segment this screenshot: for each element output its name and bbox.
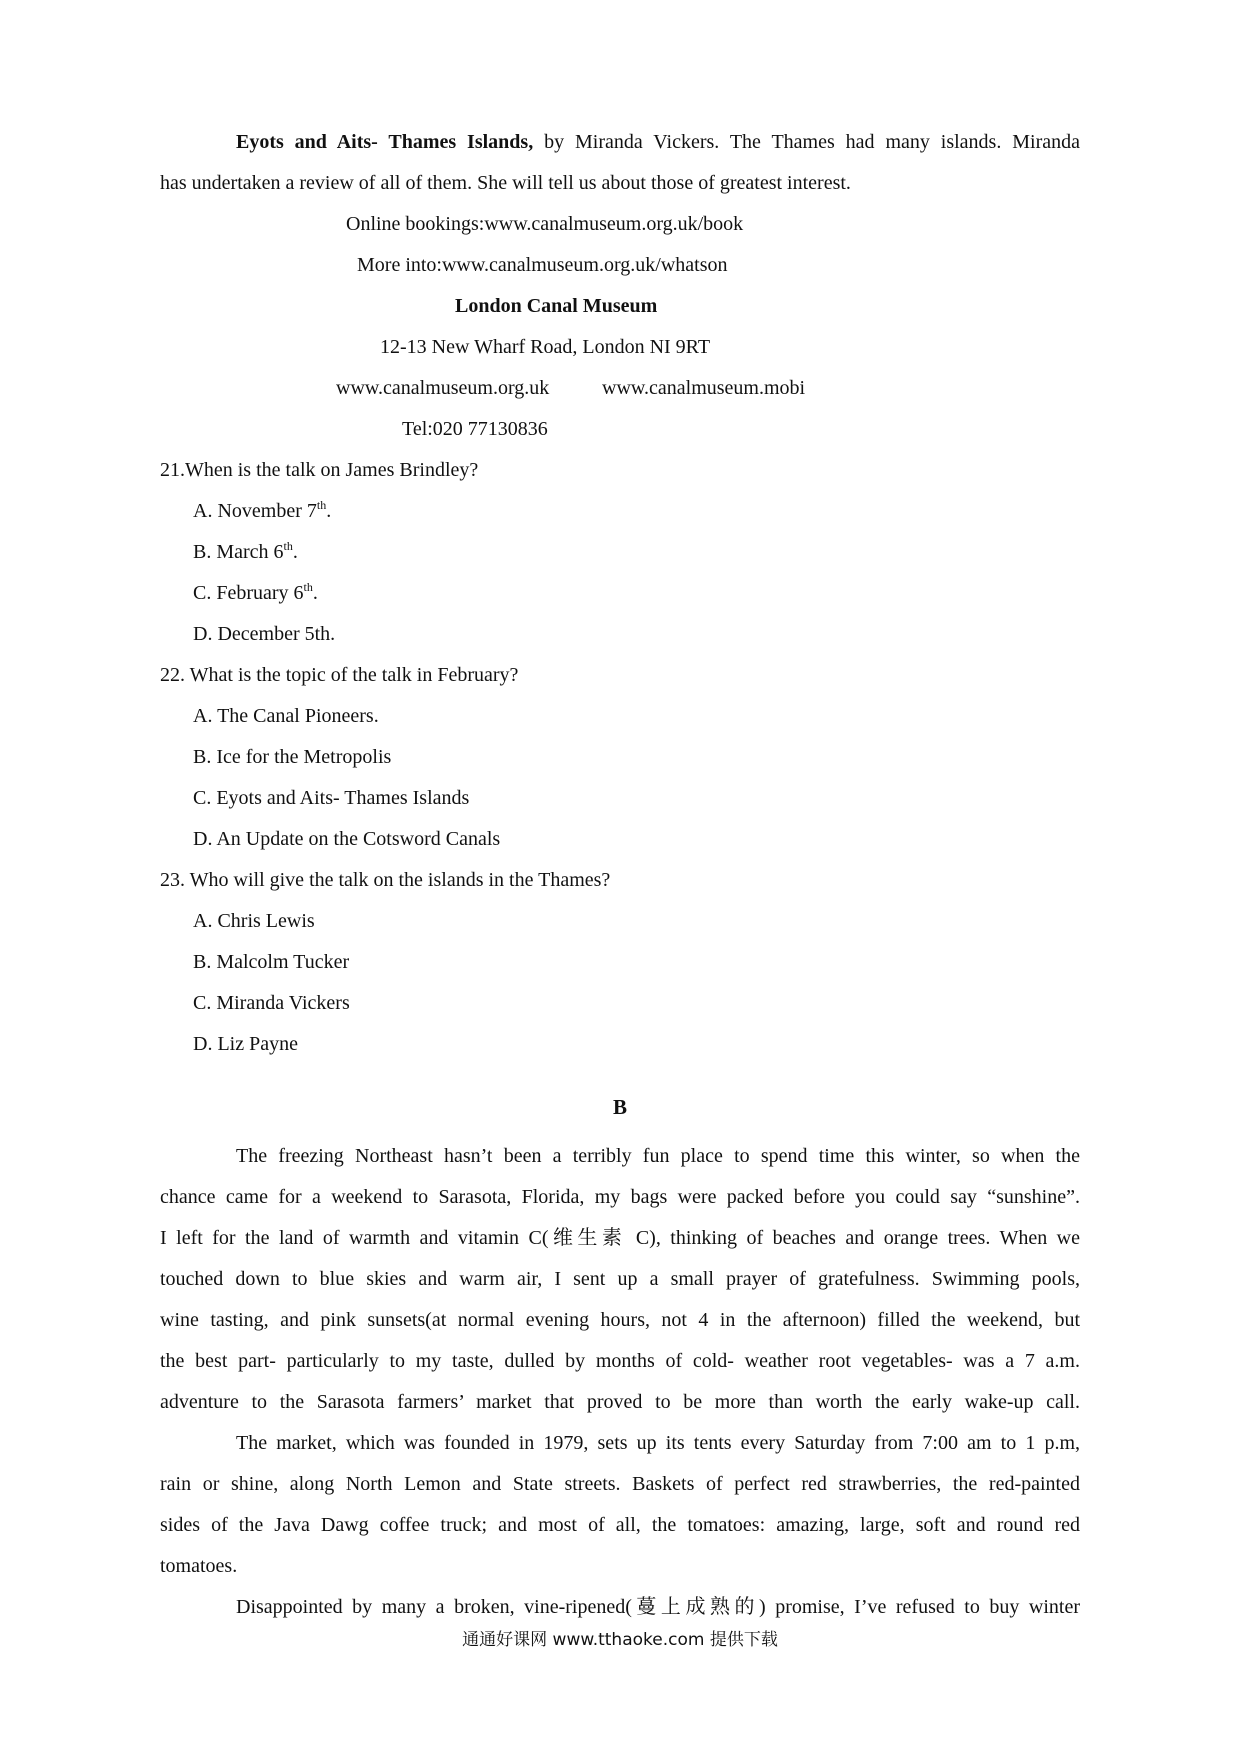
p1-line-3: I left for the land of warmth and vitamin C(维生素 C), thinking of beaches and orange trees. When we bbox=[160, 1227, 1080, 1249]
page-footer: 通通好课网 www.tthaoke.com 提供下载 bbox=[462, 1630, 778, 1650]
option-22-b: B. Ice for the Metropolis bbox=[193, 746, 392, 768]
intro-line1-rest: by Miranda Vickers. The Thames had many islands. Miranda bbox=[533, 131, 1080, 153]
museum-tel: Tel:020 77130836 bbox=[402, 418, 548, 440]
p1-line-5: wine tasting, and pink sunsets(at normal evening hours, not 4 in the afternoon) filled the weekend, but bbox=[160, 1309, 1080, 1331]
question-21: 21.When is the talk on James Brindley? bbox=[160, 459, 479, 481]
section-b-body bbox=[160, 1136, 1080, 1628]
intro-title: Eyots and Aits- Thames Islands, bbox=[236, 131, 534, 153]
intro-line-2: has undertaken a review of all of them. She will tell us about those of greatest interest. bbox=[160, 172, 851, 194]
option-21-c: C. February 6th. bbox=[193, 580, 318, 604]
online-bookings: Online bookings:www.canalmuseum.org.uk/book bbox=[346, 213, 744, 235]
more-info: More into:www.canalmuseum.org.uk/whatson bbox=[357, 254, 728, 276]
museum-address: 12-13 New Wharf Road, London NI 9RT bbox=[380, 336, 711, 358]
option-23-a: A. Chris Lewis bbox=[193, 910, 315, 932]
option-21-b: B. March 6th. bbox=[193, 539, 298, 563]
museum-name: London Canal Museum bbox=[455, 295, 658, 317]
p2-line-3: sides of the Java Dawg coffee truck; and most of all, the tomatoes: amazing, large, soft and round red bbox=[160, 1514, 1080, 1536]
p2-line-1: The market, which was founded in 1979, sets up its tents every Saturday from 7:00 am to 1 p.m, bbox=[236, 1432, 1080, 1454]
museum-site-2: www.canalmuseum.mobi bbox=[602, 377, 806, 399]
option-22-d: D. An Update on the Cotsword Canals bbox=[193, 828, 501, 850]
question-22: 22. What is the topic of the talk in February? bbox=[160, 664, 519, 686]
intro-paragraph bbox=[160, 122, 1080, 204]
p1-line-1: The freezing Northeast hasn’t been a terribly fun place to spend time this winter, so when the bbox=[236, 1145, 1080, 1167]
p2-line-2: rain or shine, along North Lemon and State streets. Baskets of perfect red strawberries, the red-painted bbox=[160, 1473, 1080, 1495]
option-21-d: D. December 5th. bbox=[193, 623, 336, 645]
p1-line-7: adventure to the Sarasota farmers’ market that proved to be more than worth the early wake-up call. bbox=[160, 1391, 1080, 1413]
p1-line-6: the best part- particularly to my taste, dulled by months of cold- weather root vegetables- was a 7 a.m. bbox=[160, 1350, 1080, 1372]
p1-line-2: chance came for a weekend to Sarasota, Florida, my bags were packed before you could say “sunshine”. bbox=[160, 1186, 1080, 1208]
section-b-heading: B bbox=[612, 1095, 627, 1119]
option-23-c: C. Miranda Vickers bbox=[193, 992, 350, 1014]
option-23-d: D. Liz Payne bbox=[193, 1033, 298, 1055]
intro-line-1 bbox=[160, 122, 1080, 163]
p3-line-1: Disappointed by many a broken, vine-ripened(蔓上成熟的) promise, I’ve refused to buy winter bbox=[236, 1596, 1080, 1618]
museum-site-1: www.canalmuseum.org.uk bbox=[336, 377, 550, 399]
option-23-b: B. Malcolm Tucker bbox=[193, 951, 350, 973]
questions-block bbox=[160, 450, 1080, 1065]
option-22-a: A. The Canal Pioneers. bbox=[193, 705, 379, 727]
p2-line-4: tomatoes. bbox=[160, 1555, 238, 1577]
option-22-c: C. Eyots and Aits- Thames Islands bbox=[193, 787, 470, 809]
question-23: 23. Who will give the talk on the islands in the Thames? bbox=[160, 869, 611, 891]
p1-line-4: touched down to blue skies and warm air, I sent up a small prayer of gratefulness. Swimming pools, bbox=[160, 1268, 1080, 1290]
option-21-a: A. November 7th. bbox=[193, 498, 332, 522]
